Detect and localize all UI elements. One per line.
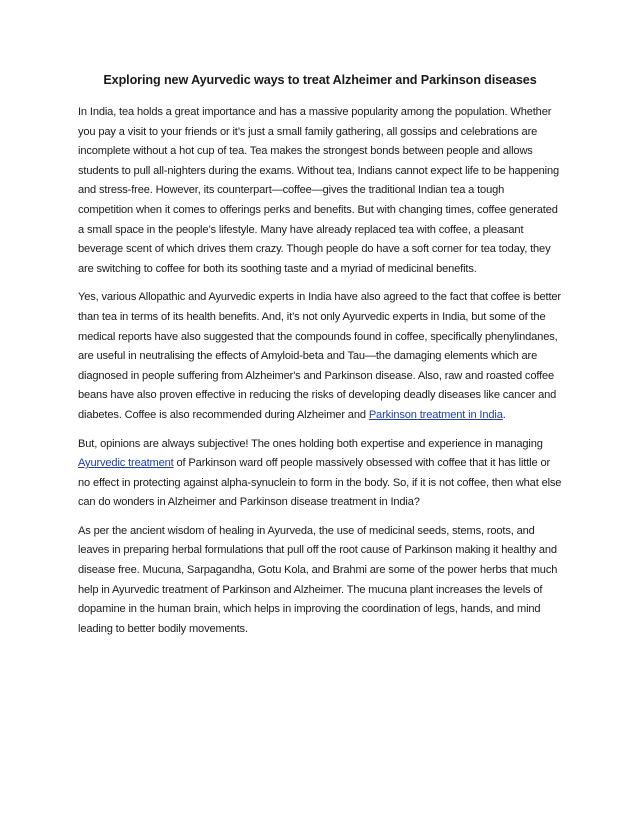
paragraph-opinions-text: But, opinions are always subjective! The ones holding both expertise and experience in managing (78, 437, 543, 450)
paragraph-coffee-benefits-end: . (502, 408, 506, 421)
paragraph-ayurveda-herbs: As per the ancient wisdom of healing in Ayurveda, the use of medicinal seeds, stems, roots, and leaves in preparing herbal formulations that pull off the root cause of Parkinson making it healthy and disease free. Mucuna, Sarpagandha, Gotu Kola, and Brahmi are some of the power herbs that much help in Ayurvedic treatment of Parkinson and Alzheimer. The mucuna plant increases the levels of dopamine in the human brain, which helps in improving the coordination of legs, hands, and mind leading to better bodily movements. (78, 524, 558, 635)
ayurvedic-treatment-link[interactable]: Ayurvedic treatment (78, 457, 174, 470)
paragraph-coffee-benefits (78, 288, 562, 425)
paragraph-opinions-end: of Parkinson ward off people massively obsessed with coffee that it has little or no effect in protecting against alpha-synuclein to form in the body. So, if it is not coffee, then what else can do wonders in Alzheimer and Parkinson disease treatment in India? (78, 457, 562, 509)
paragraph-coffee-benefits-text: Yes, various Allopathic and Ayurvedic experts in India have also agreed to the fact that coffee is better than tea in terms of its health benefits. And, it’s not only Ayurvedic experts in India, but some of the medical reports have also suggested that the compounds found in coffee, specifically phenylindanes, are useful in neutralising the effects of Amyloid-beta and Tau—the damaging elements which are diagnosed in people suffering from Alzheimer's and Parkinson disease. Also, raw and roasted coffee beans have also proven effective in reducing the risks of developing deadly diseases like cancer and diabetes. Coffee is also recommended during Alzheimer and (78, 291, 561, 421)
document-title: Exploring new Ayurvedic ways to treat Alzheimer and Parkinson diseases (103, 73, 537, 87)
parkinson-treatment-link[interactable]: Parkinson treatment in India (368, 408, 503, 421)
paragraph-opinions (78, 435, 562, 513)
paragraph-tea-popularity: In India, tea holds a great importance and has a massive popularity among the population. Whether you pay a visit to your friends or it’s just a small family gathering, all gossips and celebrations are incomplete without a hot cup of tea. Tea makes the strongest bonds between people and allows students to pull all-nighters during the exams. Without tea, Indians cannot expect life to be happening and stress-free. However, its counterpart—coffee—gives the traditional Indian tea a tough competition when it comes to offerings perks and benefits. But with changing times, coffee generated a small space in the people’s lifestyle. Many have already replaced tea with coffee, a pleasant beverage scent of which drives them crazy. Though people do have a soft corner for tea today, they are switching to coffee for both its soothing taste and a myriad of medicinal benefits. (78, 106, 559, 275)
